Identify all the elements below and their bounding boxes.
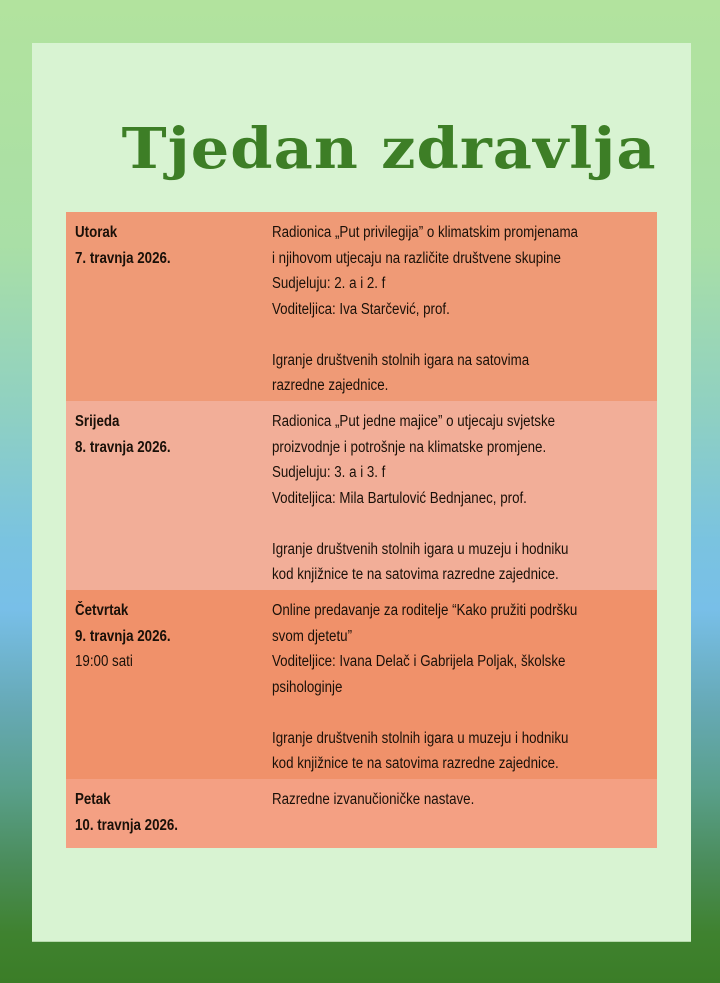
activity-cell — [272, 779, 657, 848]
activity-line: Radionica „Put privilegija” o klimatskim promjenama — [272, 224, 578, 241]
activity-line: Razredne izvanučioničke nastave. — [272, 791, 475, 808]
participants: Sudjeluju: 3. a i 3. f — [272, 464, 386, 481]
leader: Voditeljice: Ivana Delač i Gabrijela Poljak, školske — [272, 653, 566, 670]
extra-activity-line: Igranje društvenih stolnih igara u muzeju i hodniku — [272, 729, 569, 747]
schedule-row-tuesday — [66, 212, 657, 401]
participants: Sudjeluju: 2. a i 2. f — [272, 275, 386, 292]
extra-activity-line: Igranje društvenih stolnih igara na satovima — [272, 351, 530, 369]
spacer — [272, 700, 651, 726]
day-date: 7. travnja 2026. — [75, 249, 171, 267]
extra-activity-line: Igranje društvenih stolnih igara u muzeju i hodniku — [272, 540, 569, 558]
poster-panel — [32, 43, 691, 941]
spacer — [272, 511, 651, 537]
extra-activity-line: kod knjižnice te na satovima razredne zajednice. — [272, 566, 559, 583]
activity-line: proizvodnje i potrošnje na klimatske promjene. — [272, 438, 547, 456]
day-cell — [66, 212, 272, 401]
day-name: Četvrtak — [75, 602, 129, 619]
extra-activity-line: razredne zajednice. — [272, 377, 389, 394]
day-name: Srijeda — [75, 413, 120, 430]
extra-activity-line: kod knjižnice te na satovima razredne zajednice. — [272, 755, 559, 772]
day-cell — [66, 401, 272, 590]
schedule-row-friday — [66, 779, 657, 848]
activity-cell — [272, 212, 657, 401]
leader: Voditeljica: Mila Bartulović Bednjanec, prof. — [272, 489, 527, 507]
schedule-row-thursday — [66, 590, 657, 779]
day-cell — [66, 779, 272, 848]
day-name: Utorak — [75, 224, 118, 241]
activity-cell — [272, 401, 657, 590]
day-date: 9. travnja 2026. — [75, 627, 171, 645]
activity-line: svom djetetu” — [272, 627, 353, 645]
leader: Voditeljica: Iva Starčević, prof. — [272, 300, 450, 318]
day-date: 8. travnja 2026. — [75, 438, 171, 456]
day-time: 19:00 sati — [75, 653, 133, 670]
activity-line: Online predavanje za roditelje “Kako pružiti podršku — [272, 602, 578, 619]
activity-cell — [272, 590, 657, 779]
spacer — [272, 322, 651, 348]
day-cell — [66, 590, 272, 779]
schedule-row-wednesday — [66, 401, 657, 590]
activity-line: i njihovom utjecaju na različite društvene skupine — [272, 249, 561, 267]
page-title: Tjedan zdravlja — [121, 116, 657, 182]
leader: psihologinje — [272, 678, 343, 696]
activity-line: Radionica „Put jedne majice” o utjecaju svjetske — [272, 413, 556, 430]
day-date: 10. travnja 2026. — [75, 816, 179, 834]
schedule-table — [66, 212, 657, 848]
day-name: Petak — [75, 791, 111, 808]
